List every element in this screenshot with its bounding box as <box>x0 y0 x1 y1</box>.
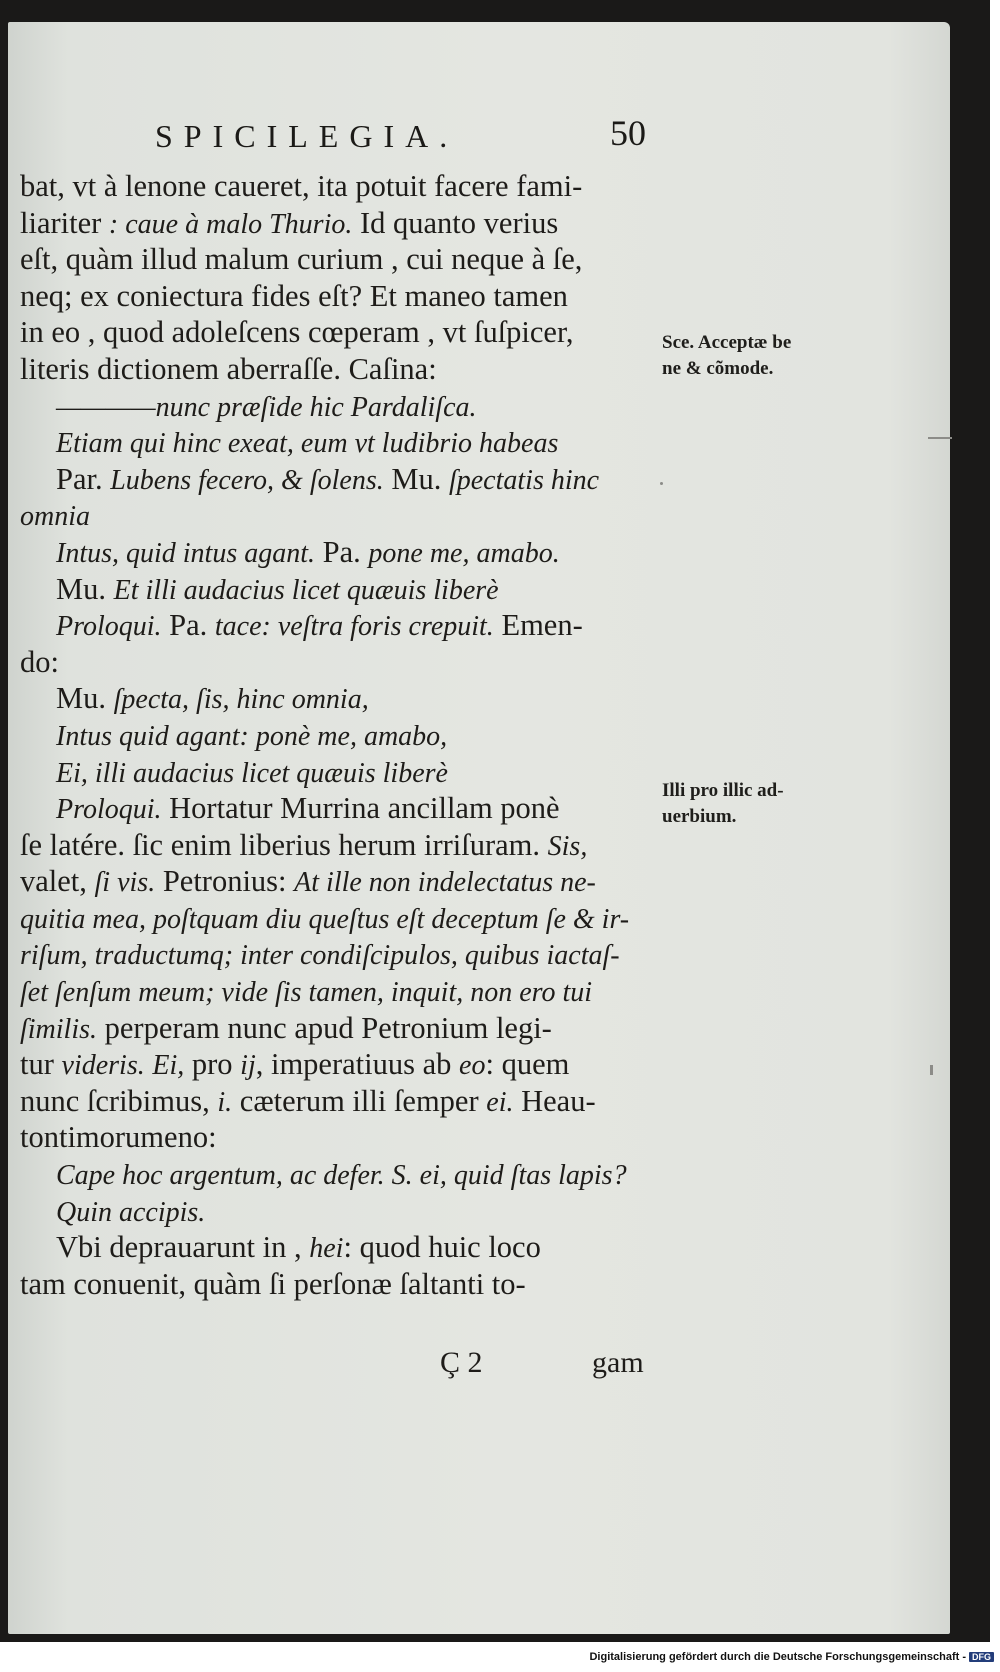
margin-note-line: ne & cõmode. <box>662 358 774 379</box>
roman-text: cæterum illi ſemper <box>232 1083 487 1118</box>
text-line <box>20 680 660 717</box>
text-line <box>20 314 660 351</box>
italic-text: Intus quid agant: ponè me, amabo, <box>56 720 448 752</box>
italic-text: Proloqui. <box>56 611 162 643</box>
italic-text: videris. <box>61 1050 145 1082</box>
italic-text: ſimilis. <box>20 1013 98 1045</box>
italic-text: Ei, <box>152 1050 185 1082</box>
italic-text: Ei, illi audacius licet quæuis liberè <box>56 757 448 789</box>
italic-text: Et illi audacius licet quæuis liberè <box>113 574 499 606</box>
italic-text: ſi vis. <box>94 867 156 899</box>
roman-text: liariter <box>20 205 109 240</box>
roman-text: pro <box>184 1047 241 1082</box>
italic-text: Proloqui. <box>56 794 162 826</box>
italic-text: Sis, <box>547 830 588 862</box>
roman-text: perperam nunc apud Petronium legi- <box>97 1010 552 1045</box>
text-line <box>20 790 660 827</box>
roman-text: Mu. <box>56 571 114 606</box>
text-line <box>20 1010 660 1047</box>
text-line <box>20 973 660 1010</box>
page-mark <box>930 1065 933 1075</box>
italic-text: : caue à malo Thurio. <box>108 208 353 240</box>
text-line <box>20 424 660 461</box>
roman-text: bat, vt à lenone caueret, ita potuit facere fami- <box>20 169 583 203</box>
roman-text: Pa. <box>315 534 369 569</box>
page-mark <box>660 482 663 485</box>
roman-text: nunc ſcribimus, <box>20 1083 218 1118</box>
signature-mark: Ç 2 <box>440 1346 483 1379</box>
text-line <box>20 1193 660 1230</box>
margin-note-line: uerbium. <box>662 806 737 827</box>
roman-text: neq; ex coniectura fides eſt? Et maneo tamen <box>20 278 568 313</box>
roman-text: Hortatur Murrina ancillam ponè <box>161 791 560 826</box>
roman-text: Vbi deprauarunt in , <box>56 1230 310 1265</box>
text-line <box>20 827 660 864</box>
text-line <box>20 936 660 973</box>
roman-text: tam conuenit, quàm ſi perſonæ ſaltanti to- <box>20 1266 526 1301</box>
italic-text: ſet ſenſum meum; vide ſis tamen, inquit, non ero tui <box>20 977 593 1009</box>
text-line <box>20 388 660 425</box>
text-line <box>20 205 660 242</box>
text-line <box>20 461 660 498</box>
italic-text: hei <box>309 1233 344 1265</box>
roman-text: Par. <box>56 461 111 496</box>
text-line <box>20 1229 660 1266</box>
italic-text: At ille non indelectatus ne- <box>294 867 596 899</box>
italic-text: eo <box>459 1050 486 1082</box>
roman-text: Mu. <box>383 461 449 496</box>
roman-text: tur <box>20 1047 62 1082</box>
margin-note-1 <box>662 330 791 382</box>
text-line <box>20 1046 660 1083</box>
text-line <box>20 497 660 534</box>
italic-text: i. <box>217 1086 233 1118</box>
text-line <box>20 168 660 205</box>
italic-text: Quin accipis. <box>56 1196 206 1228</box>
roman-text: Emen- <box>493 608 583 643</box>
text-line <box>20 1083 660 1120</box>
roman-text: Mu. <box>56 681 114 716</box>
running-title: SPICILEGIA. <box>155 118 459 154</box>
italic-text: omnia <box>20 501 90 533</box>
italic-text: Lubens fecero, & ſolens. <box>110 464 384 496</box>
text-line <box>20 278 660 315</box>
margin-note-line: Sce. Acceptæ be <box>662 332 792 353</box>
italic-text: ſpectatis hinc <box>448 464 600 496</box>
page-mark <box>928 437 952 439</box>
text-line <box>20 1156 660 1193</box>
italic-text: tace: veſtra foris crepuit. <box>214 611 494 643</box>
page-number: 50 <box>610 113 646 153</box>
margin-note-2 <box>662 778 784 830</box>
footer-credit <box>589 1651 994 1663</box>
text-line <box>20 1266 660 1303</box>
italic-text: pone me, amabo. <box>368 537 560 569</box>
dfg-logo: DFG <box>969 1652 994 1662</box>
italic-text: riſum, traductumq; inter condiſcipulos, quibus iactaſ- <box>20 940 620 972</box>
italic-text: ſpecta, ſis, hinc omnia, <box>113 684 369 716</box>
text-line <box>20 351 660 388</box>
roman-text: do: <box>20 644 59 679</box>
italic-text: Etiam qui hinc exeat, eum vt ludibrio habeas <box>56 428 559 460</box>
italic-text: quitia mea, poſtquam diu queſtus eſt deceptum ſe & ir- <box>20 903 630 935</box>
roman-text: in eo , quod adoleſcens cœperam , vt ſuſpicer, <box>20 315 574 350</box>
text-line <box>20 607 660 644</box>
text-line <box>20 534 660 571</box>
text-line <box>20 754 660 791</box>
italic-text: ei. <box>486 1086 514 1118</box>
text-line <box>20 1119 660 1156</box>
roman-text: valet, <box>20 864 95 899</box>
roman-text: Heau- <box>513 1083 596 1118</box>
text-line <box>20 644 660 681</box>
italic-text: Cape hoc argentum, ac defer. S. ei, quid ſtas lapis? <box>56 1160 627 1192</box>
roman-text: eſt, quàm illud malum curium , cui neque à ſe, <box>20 242 583 277</box>
text-line <box>20 241 660 278</box>
roman-text: literis dictionem aberraſſe. Caſina: <box>20 351 437 386</box>
margin-note-line: Illi pro illic ad- <box>662 780 784 801</box>
catchword: gam <box>592 1346 644 1379</box>
italic-text: ij <box>240 1050 256 1082</box>
roman-text: tontimorumeno: <box>20 1120 217 1155</box>
text-line <box>20 571 660 608</box>
text-line <box>20 863 660 900</box>
roman-text: , imperatiuus ab <box>255 1047 460 1082</box>
footer-text: Digitalisierung gefördert durch die Deutsche Forschungsgemeinschaft - <box>589 1651 966 1663</box>
roman-text: Pa. <box>161 608 215 643</box>
roman-text: ſe latére. ſic enim liberius herum irriſuram. <box>20 827 548 862</box>
italic-text: ————nunc præſide hic Pardaliſca. <box>56 391 477 423</box>
body-text <box>20 168 660 1302</box>
roman-text: Petronius: <box>155 864 295 899</box>
text-line <box>20 717 660 754</box>
text-line <box>20 900 660 937</box>
italic-text: Intus, quid intus agant. <box>56 537 316 569</box>
roman-text: : quod huic loco <box>343 1230 541 1265</box>
roman-text: : quem <box>485 1047 570 1082</box>
roman-text: Id quanto verius <box>352 205 559 240</box>
